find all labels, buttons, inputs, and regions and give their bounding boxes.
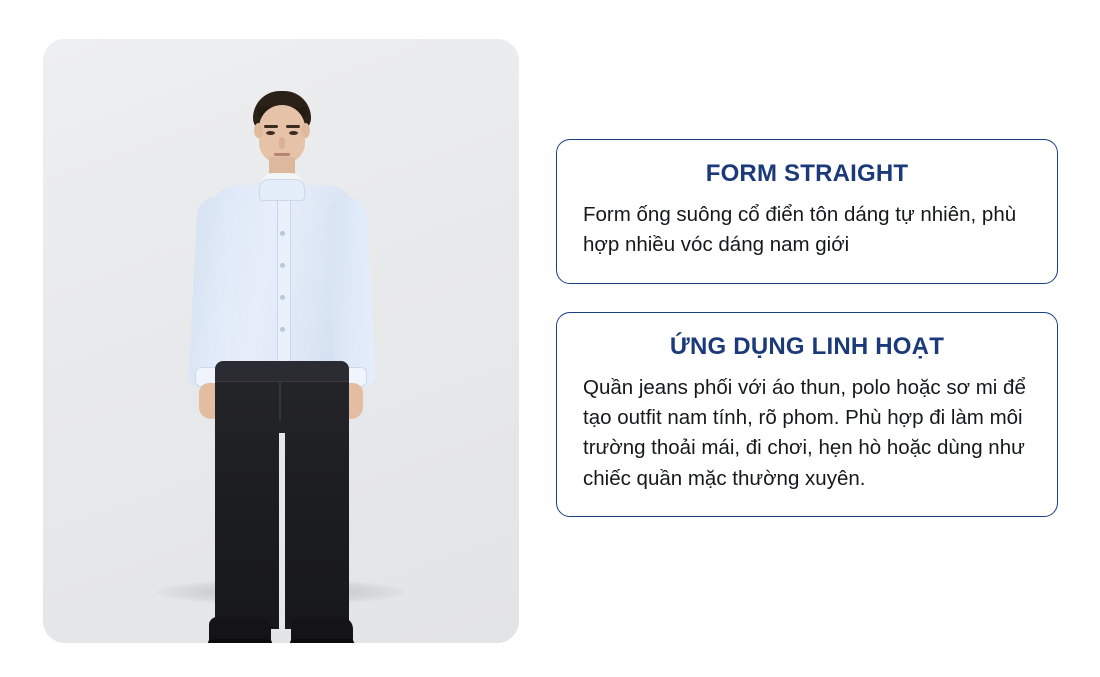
shirt-button: [280, 327, 285, 332]
model-brow-left: [264, 125, 278, 128]
jeans-waistband: [215, 361, 349, 382]
shirt-stand-collar: [259, 179, 305, 201]
feature-card-title: ỨNG DỤNG LINH HOẠT: [669, 332, 945, 360]
shirt-button: [280, 295, 285, 300]
model-nose: [279, 137, 285, 149]
model-figure: [131, 61, 431, 643]
feature-card-form-straight: [556, 139, 1058, 284]
model-brow-right: [286, 125, 300, 128]
feature-card-body: Form ống suông cổ điển tôn dáng tự nhiên, phù hợp nhiều vóc dáng nam giới: [583, 203, 1017, 257]
shoe-sole-right: [290, 639, 354, 643]
jeans-fly: [279, 381, 281, 421]
product-photo: [43, 39, 519, 643]
model-eye-left: [266, 131, 275, 135]
model-ear-right: [301, 123, 310, 138]
jeans-leg-gap: [279, 433, 285, 629]
model-ear-left: [254, 123, 263, 138]
shirt-sleeve-right: [326, 196, 376, 388]
shirt-button: [280, 231, 285, 236]
shirt-button: [280, 263, 285, 268]
feature-card-list: [556, 139, 1058, 517]
model-mouth: [274, 153, 290, 156]
feature-card-ung-dung-linh-hoat: [556, 312, 1058, 517]
model-eye-right: [289, 131, 298, 135]
feature-card-title: FORM STRAIGHT: [705, 160, 909, 187]
feature-card-body: Quần jeans phối với áo thun, polo hoặc sơ mi để tạo outfit nam tính, rõ phom. Phù hợp đi làm môi trường thoải mái, đi chơi, hẹn hò hoặc dùng như chiếc quần mặc thường xuyên.: [583, 375, 1026, 490]
shoe-sole-left: [208, 639, 272, 643]
